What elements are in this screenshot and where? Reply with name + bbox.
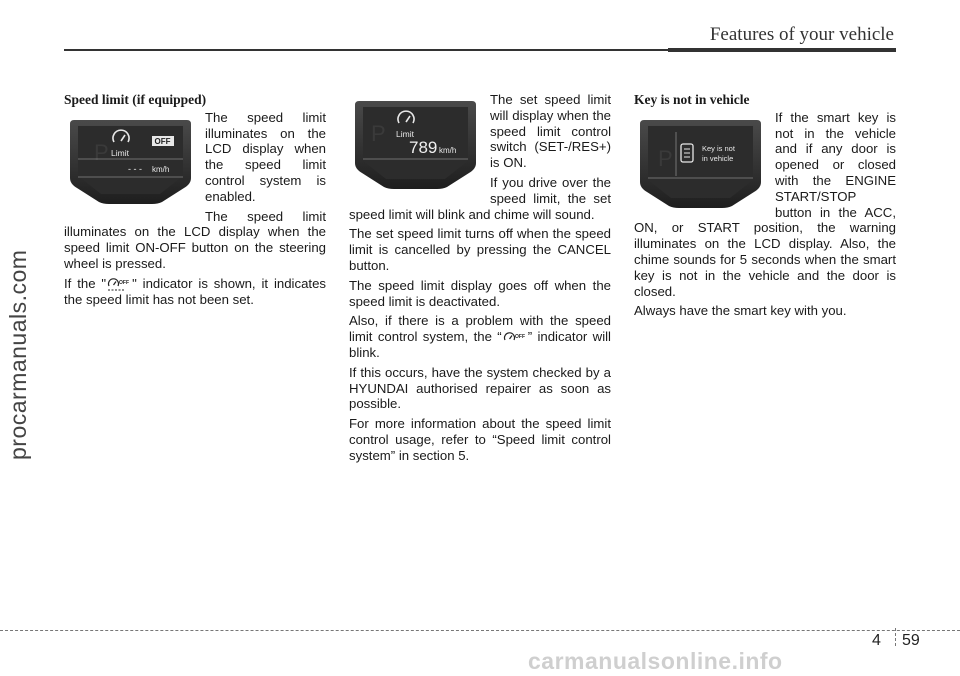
side-watermark: procarmanuals.com — [5, 249, 31, 460]
lcd-set-speed-unit: km/h — [439, 146, 457, 155]
column-speed-limit — [64, 92, 326, 311]
speed-limit-set-lcd-figure — [349, 95, 482, 195]
inline-icon-off-text: OFF — [119, 280, 130, 287]
inline-icon-off-text: OFF — [514, 333, 525, 340]
footer-separator — [895, 628, 896, 646]
speed-limit-off-indicator-icon — [106, 277, 132, 291]
svg-text:P: P — [658, 145, 673, 171]
speed-display-para-4: The speed limit display goes off when the speed limit is deactivated. — [349, 277, 611, 309]
lcd-key-line-1: Key is not — [702, 143, 735, 153]
key-warning-lcd-figure — [634, 116, 767, 214]
lcd-limit-label: Limit — [111, 147, 129, 158]
column-key-not-in-vehicle — [634, 92, 896, 323]
speed-display-para-6: If this occurs, have the system checked by a HYUNDAI authorised repairer as soon as possible. — [349, 364, 611, 412]
page-number: 59 — [902, 632, 920, 649]
svg-text:P: P — [371, 121, 386, 146]
lcd-unit: km/h — [152, 164, 170, 174]
column-speed-limit-display — [349, 92, 611, 468]
svg-text:P: P — [94, 139, 109, 165]
lcd-off-label: OFF — [154, 136, 171, 146]
section-title-speed-limit: Speed limit (if equipped) — [64, 92, 207, 107]
key-warning-lcd-image — [634, 116, 767, 214]
speed-limit-para-1: The speed limit illuminates on the LCD display when the speed limit control system is enabled. — [205, 109, 326, 204]
lcd-key-line-2: in vehicle — [702, 153, 734, 163]
speed-display-para-1: The set speed limit will display when the speed limit control switch (SET-/RES+) is ON. — [490, 92, 611, 171]
speed-limit-lcd-image — [64, 112, 197, 208]
page-chapter: 4 — [872, 632, 881, 649]
footer-rule — [0, 630, 960, 631]
lcd-set-speed-value: 789 — [409, 138, 438, 157]
speed-display-para-5: Also, if there is a problem with the speed limit control system, the “ OFF ” indicator will blink. — [349, 313, 611, 360]
bottom-watermark: carmanualsonline.info — [528, 648, 783, 674]
speed-display-para-3: The set speed limit turns off when the speed limit is cancelled by pressing the CANCEL button. — [349, 226, 611, 273]
speed-limit-off-indicator-icon — [502, 331, 528, 345]
header-rule-accent — [668, 48, 896, 52]
speed-limit-para-3: If the " OFF " indicator is shown, it indicates the speed limit has not been set. — [64, 275, 326, 307]
speed-display-para-2: If you drive over the speed limit, the set speed limit will blink and chime will sound. — [349, 174, 611, 222]
speed-limit-lcd-figure — [64, 112, 197, 208]
lcd-set-limit-label: Limit — [396, 129, 414, 139]
key-warning-para-2: Always have the smart key with you. — [634, 303, 847, 319]
section-title-key-not-in-vehicle: Key is not in vehicle — [634, 92, 750, 107]
key-warning-para-1: If the smart key is not in the vehicle and if any door is opened or closed with the ENGINE START/STOP button in the ACC, ON, or START position, the warning illuminates on the LCD display. Also, the chime sounds for 5 seconds when the smart key is not in the vehicle and the door is closed. — [634, 109, 896, 299]
speed-display-para-7: For more information about the speed limit control usage, refer to “Speed limit control system” in section 5. — [349, 416, 611, 463]
speed-limit-para-2: The speed limit illuminates on the LCD display when the speed limit ON-OFF button on the steering wheel is pressed. — [64, 208, 326, 271]
header-title: Features of your vehicle — [709, 24, 894, 45]
speed-limit-set-lcd-image — [349, 95, 482, 195]
lcd-dashes: - - - — [128, 163, 142, 174]
